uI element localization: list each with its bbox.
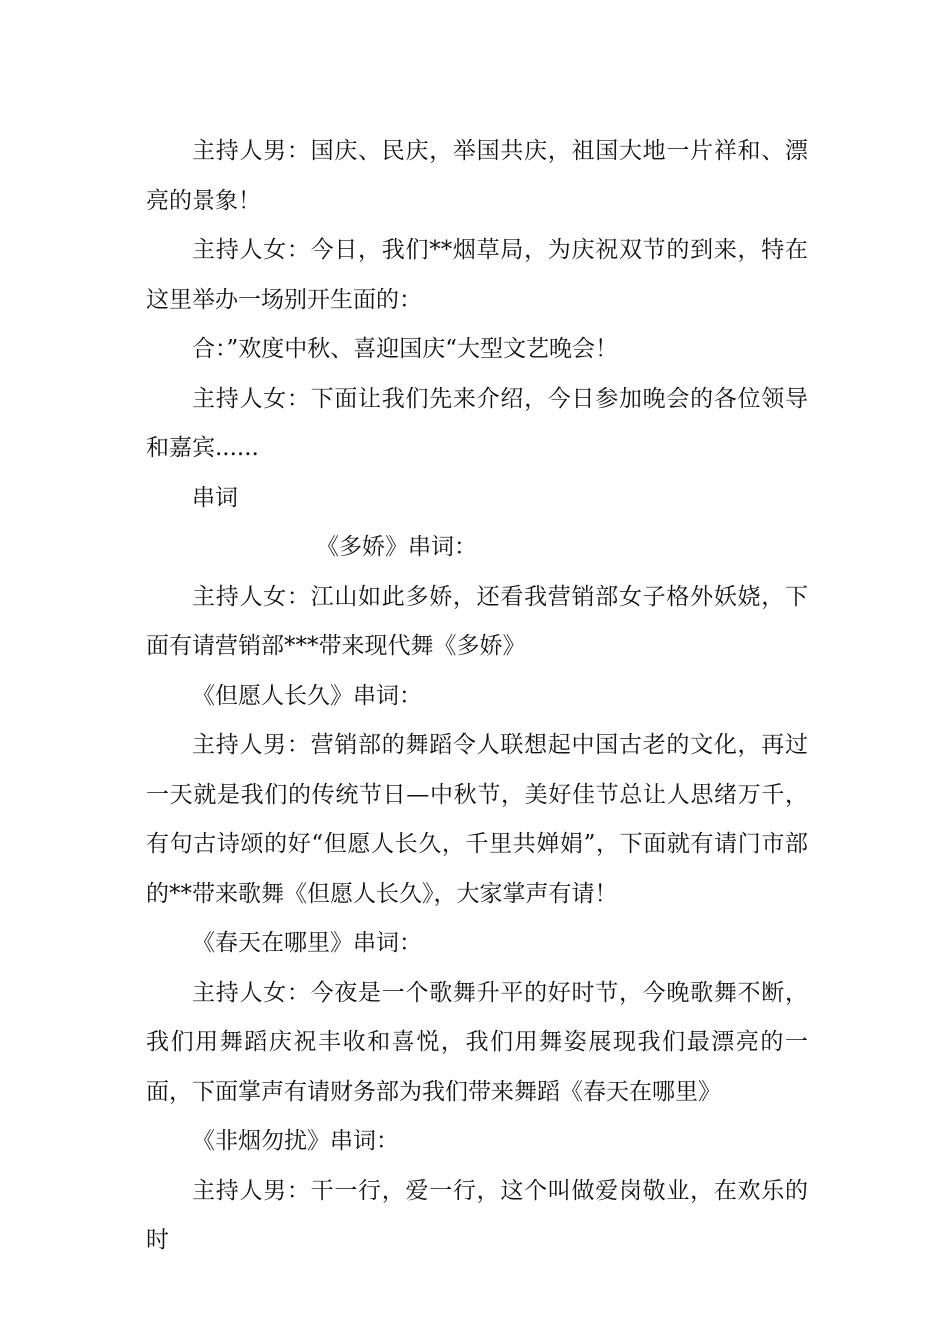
program-title-feiyan: 《非烟勿扰》串词： xyxy=(192,1128,399,1154)
program-title-duojiao: 《多娇》串词： xyxy=(316,534,477,560)
paragraph-together: 合：”欢度中秋、喜迎国庆“大型文艺晚会！ xyxy=(192,336,619,362)
paragraph-host-female-2: 主持人女：下面让我们先来介绍，今日参加晚会的各位领导和嘉宾...... xyxy=(146,385,808,461)
section-heading-chuanci: 串词 xyxy=(192,484,238,511)
program-title-danyuan: 《但愿人长久》串词： xyxy=(192,682,422,709)
paragraph-host-male-1: 主持人男：国庆、民庆，举国共庆，祖国大地一片祥和、漂亮的景象！ xyxy=(146,138,808,214)
program-title-chuntian: 《春天在哪里》串词： xyxy=(192,930,422,956)
paragraph-host-female-4: 主持人女：今夜是一个歌舞升平的好时节，今晚歌舞不断，我们用舞蹈庆祝丰收和喜悦，我们用舞姿展现我们最漂亮的一面，下面掌声有请财务部为我们带来舞蹈《春天在哪里》 xyxy=(146,979,808,1105)
document-body xyxy=(146,127,808,1266)
paragraph-host-male-2: 主持人男：营销部的舞蹈令人联想起中国古老的文化，再过一天就是我们的传统节日—中秋节，美好佳节总让人思绪万千，有句古诗颂的好“但愿人长久，千里共婵娟”，下面就有请门市部的**带来歌舞《但愿人长久》，大家掌声有请！ xyxy=(146,732,808,907)
paragraph-host-male-3: 主持人男：干一行，爱一行，这个叫做爱岗敬业，在欢乐的时 xyxy=(146,1177,808,1253)
paragraph-host-female-1: 主持人女：今日，我们**烟草局，为庆祝双节的到来，特在这里举办一场别开生面的： xyxy=(146,237,808,313)
paragraph-host-female-3: 主持人女：江山如此多娇，还看我营销部女子格外妖娆，下面有请营销部***带来现代舞《多娇》 xyxy=(146,583,808,659)
